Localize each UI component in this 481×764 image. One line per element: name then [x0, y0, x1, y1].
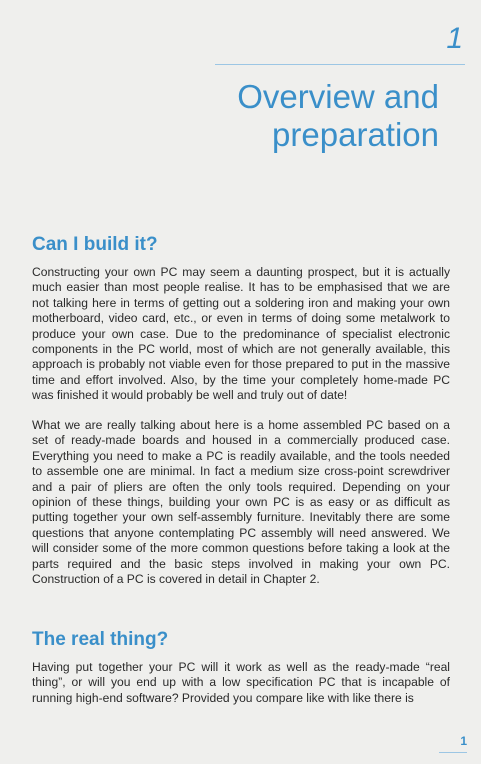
section-heading-the-real-thing: The real thing?	[32, 629, 169, 650]
page-number: 1	[460, 734, 467, 748]
chapter-divider	[215, 64, 465, 65]
paragraph: Having put together your PC will it work as well as the ready-made “real thing”, or will you end up with a low specification PC that is incapable of running high-end software? Provided you compare like with like there is	[32, 660, 450, 705]
paragraph: Constructing your own PC may seem a daunting prospect, but it is actually much easier than most people realise. It has to be emphasised that we are not talking here in terms of getting out a soldering iron and making your own motherboard, video card, etc., or even in terms of doing some metalwork to produce your own case. Due to the predominance of specialist electronic components in the PC world, most of which are not generally available, this approach is probably not viable even for those prepared to put in the massive time and effort involved. Also, by the time your completely home-made PC was finished it would probably be well and truly out of date!	[32, 265, 450, 403]
chapter-number: 1	[446, 22, 463, 55]
chapter-title-line-2: preparation	[272, 116, 439, 153]
paragraph: What we are really talking about here is a home assembled PC based on a set of ready-made boards and housed in a commercially produced case. Everything you need to make a PC is readily available, and the tools needed to assemble one are minimal. In fact a medium size cross-point screwdriver and a pair of pliers are often the only tools required. Depending on your opinion of these things, building your own PC is as easy or as difficult as putting together your own self-assembly furniture. Inevitably there are some questions that anyone contemplating PC assembly will need answered. We will consider some of the more common questions before taking a look at the parts required and the basic steps involved in making your own PC. Construction of a PC is covered in detail in Chapter 2.	[32, 418, 450, 587]
footer-divider	[439, 752, 467, 753]
chapter-title-line-1: Overview and	[237, 78, 439, 115]
section-heading-can-i-build-it: Can I build it?	[32, 234, 158, 255]
chapter-title	[139, 78, 439, 154]
